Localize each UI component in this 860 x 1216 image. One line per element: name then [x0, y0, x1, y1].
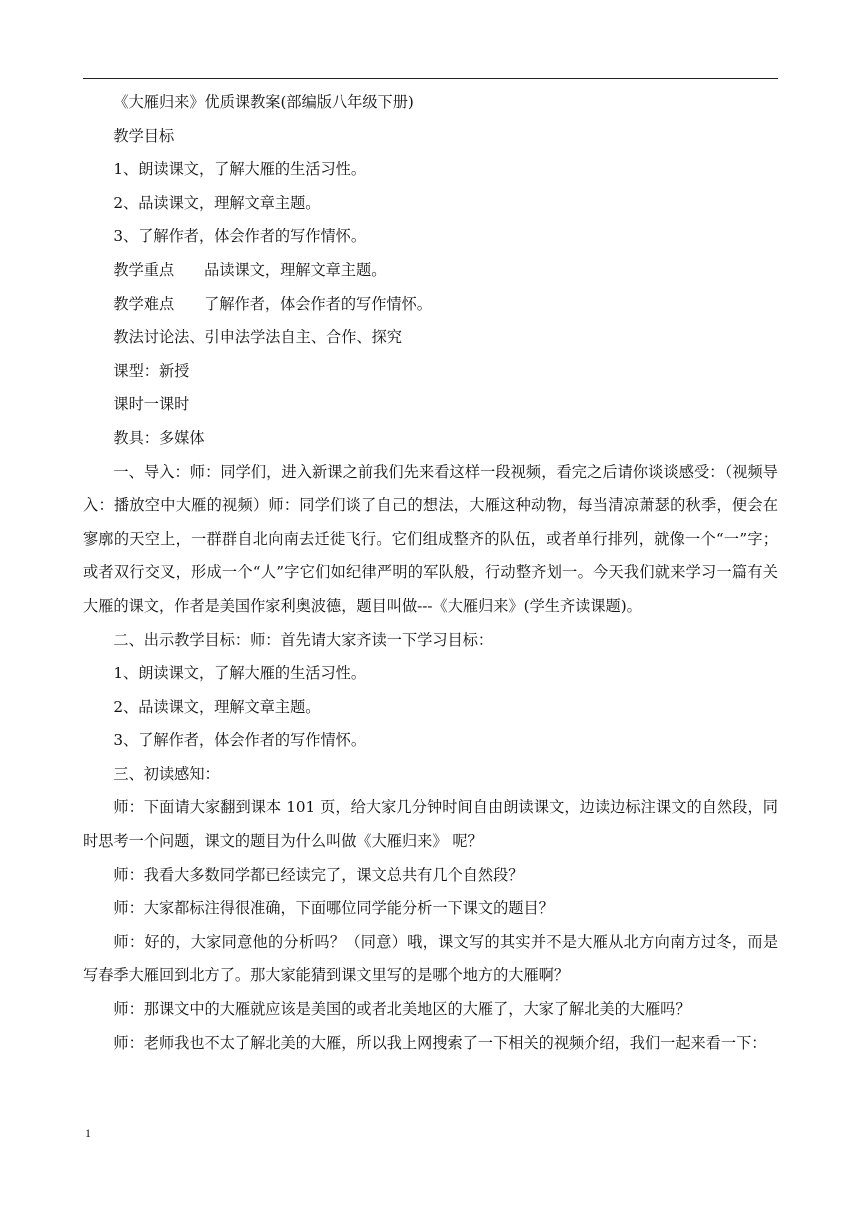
objective-item: 3、了解作者，体会作者的写作情怀。: [113, 731, 367, 750]
page-number: 1: [85, 1126, 91, 1140]
difficulty-text: 了解作者，体会作者的写作情怀。: [204, 294, 432, 313]
objective-item: 2、品读课文，理解文章主题。: [113, 697, 321, 716]
dialogue-paragraph: 师：下面请大家翻到课本 101 页，给大家几分钟时间自由朗读课文，边读边标注课文的自然段，同时思考一个问题，课文的题目为什么叫做《大雁归来》 呢？: [83, 798, 778, 851]
teaching-method: 教法讨论法、引申法学法自主、合作、探究: [113, 328, 402, 347]
objective-item: 1、朗读课文，了解大雁的生活习性。: [113, 664, 367, 683]
lesson-period: 课时一课时: [113, 395, 190, 414]
section-first-reading: 三、初读感知：: [113, 764, 220, 783]
document-body: [83, 86, 778, 1060]
objective-item: 3、了解作者，体会作者的写作情怀。: [113, 227, 367, 246]
dialogue-paragraph: 师：大家都标注得很准确，下面哪位同学能分析一下课文的题目？: [113, 899, 554, 918]
dialogue-paragraph: 师：好的，大家同意他的分析吗？（同意）哦，课文写的其实并不是大雁从北方向南方过冬，而是写春季大雁回到北方了。那大家能猜到课文里写的是哪个地方的大雁啊？: [83, 932, 778, 985]
document-title: 《大雁归来》优质课教案(部编版八年级下册): [113, 93, 414, 111]
section-introduction: 一、导入：师：同学们，进入新课之前我们先来看这样一段视频，看完之后请你谈谈感受：（视频导入：播放空中大雁的视频）师：同学们谈了自己的想法，大雁这种动物，每当清凉萧瑟的秋季，便会在寥廓的天空上，一群群自北向南去迁徙飞行。它们组成整齐的队伍，或者单行排列，就像一个“一”字；或者双行交叉，形成一个“人”字它们如纪律严明的军队般，行动整齐划一。今天我们就来学习一篇有关大雁的课文，作者是美国作家利奥波德，题目叫做---《大雁归来》(学生齐读课题)。: [83, 462, 778, 615]
dialogue-paragraph: 师：老师我也不太了解北美的大雁，所以我上网搜索了一下相关的视频介绍，我们一起来看一下：: [113, 1033, 767, 1052]
dialogue-paragraph: 师：那课文中的大雁就应该是美国的或者北美地区的大雁了，大家了解北美的大雁吗？: [113, 1000, 691, 1019]
key-point-label: 教学重点: [113, 260, 175, 279]
key-point-text: 品读课文，理解文章主题。: [204, 260, 387, 279]
difficulty-label: 教学难点: [113, 294, 175, 313]
dialogue-paragraph: 师：我看大多数同学都已经读完了，课文总共有几个自然段？: [113, 865, 524, 884]
objective-item: 1、朗读课文，了解大雁的生活习性。: [113, 160, 367, 179]
section-objectives: 二、出示教学目标：师：首先请大家齐读一下学习目标：: [113, 630, 494, 649]
header-rule: [83, 78, 778, 79]
lesson-type: 课型：新授: [113, 361, 190, 380]
objective-item: 2、品读课文，理解文章主题。: [113, 193, 321, 212]
teaching-tools: 教具：多媒体: [113, 428, 205, 447]
difficulty: [83, 288, 778, 322]
objectives-heading: 教学目标: [113, 126, 175, 145]
key-point: [83, 254, 778, 288]
